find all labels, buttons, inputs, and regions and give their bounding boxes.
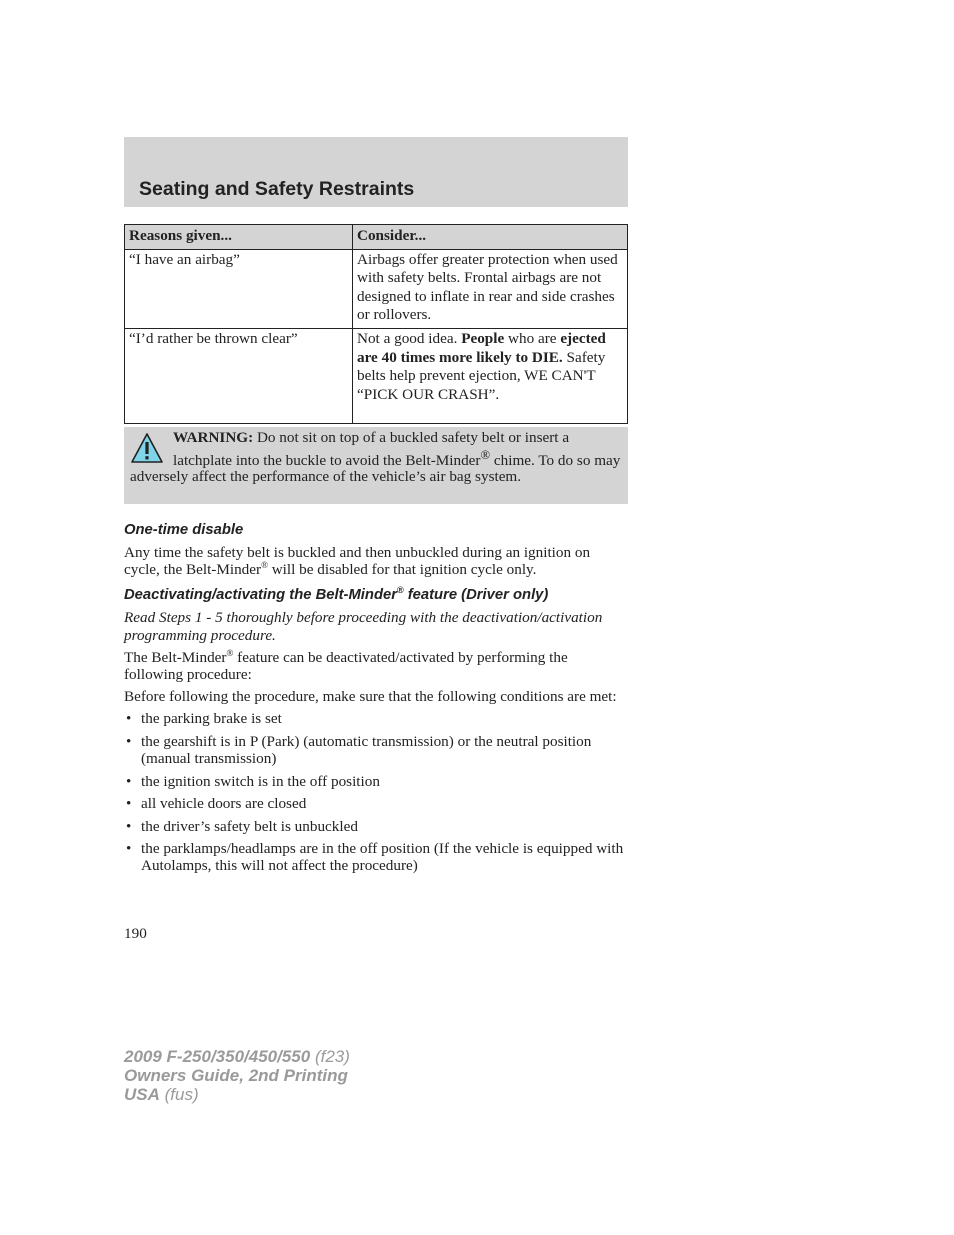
list-item — [124, 773, 628, 790]
list-item-text: the parking brake is set — [141, 710, 282, 728]
consider-cell: Airbags offer greater protection when used with safety belts. Frontal airbags are not designed to inflate in rear and side crashes or rollovers. — [353, 249, 628, 328]
footer-code: (fus) — [159, 1085, 199, 1104]
warning-text: Do not sit on top of a buckled safety belt or insert a latchplate into the buckle to avoid the Belt-Minder — [173, 429, 570, 469]
warning-box — [124, 427, 628, 504]
paragraph-text: will be disabled for that ignition cycle only. — [267, 561, 537, 579]
main-content — [124, 520, 628, 880]
registered-mark: ® — [480, 447, 491, 462]
paragraph-one-time-disable — [124, 544, 628, 578]
warning-text: chime. To do so may adversely affect the performance of the vehicle’s air bag system. — [130, 451, 621, 486]
bullet: • — [126, 840, 132, 858]
bullet: • — [126, 732, 132, 750]
footer-model: 2009 F-250/350/450/550 — [124, 1047, 311, 1066]
list-item — [124, 733, 628, 767]
list-item-text: the parklamps/headlamps are in the off position (If the vehicle is equipped with Autolamps, this will not affect the procedure) — [141, 840, 624, 875]
consider-cell — [353, 328, 628, 423]
column-header-reasons: Reasons given... — [125, 225, 353, 250]
table-row — [125, 249, 628, 328]
heading-text: Deactivating/activating the Belt-Minder — [124, 587, 397, 604]
reason-cell: “I have an airbag” — [125, 249, 353, 328]
paragraph-text: The Belt-Minder — [124, 648, 227, 666]
paragraph-text: Any time the safety belt is buckled and then unbuckled during an ignition on cycle, the Belt-Minder — [124, 544, 591, 579]
list-item — [124, 795, 628, 812]
consider-text: Safety belts help prevent ejection, WE CAN'T “PICK OUR CRASH”. — [357, 348, 606, 403]
registered-mark: ® — [396, 585, 404, 596]
paragraph-conditions-intro: Before following the procedure, make sure that the following conditions are met: — [124, 688, 617, 706]
column-header-consider: Consider... — [353, 225, 628, 250]
conditions-list — [124, 710, 628, 874]
list-item — [124, 710, 628, 727]
warning-label: WARNING: — [173, 429, 254, 446]
footer-code: (f23) — [310, 1047, 350, 1066]
list-item-text: the gearshift is in P (Park) (automatic transmission) or the neutral position (manual transmission) — [141, 732, 592, 768]
consider-text: Not a good idea. — [357, 329, 462, 347]
list-item-text: the driver’s safety belt is unbuckled — [141, 817, 358, 835]
footer-line — [124, 1047, 350, 1066]
section-title: Seating and Safety Restraints — [139, 178, 415, 200]
bullet: • — [126, 795, 132, 813]
table-header-row — [125, 225, 628, 250]
registered-mark: ® — [261, 560, 268, 571]
bullet: • — [126, 772, 132, 790]
consider-emphasis: People — [461, 329, 505, 347]
footer-line — [124, 1085, 350, 1104]
list-item — [124, 818, 628, 835]
list-item-text: all vehicle doors are closed — [141, 795, 307, 813]
footer-imprint — [124, 1047, 350, 1104]
footer-market: USA — [124, 1085, 160, 1104]
footer-edition: Owners Guide, 2nd Printing — [124, 1066, 348, 1085]
footer-line — [124, 1066, 350, 1085]
consider-emphasis: ejected are 40 times more likely to DIE. — [357, 329, 606, 366]
table-row — [125, 328, 628, 423]
bullet: • — [126, 817, 132, 835]
consider-text: who are — [504, 329, 561, 347]
reasons-table — [124, 224, 628, 424]
heading-one-time-disable: One-time disable — [124, 522, 244, 538]
list-item — [124, 840, 628, 874]
paragraph-procedure-intro — [124, 649, 628, 683]
section-header-band — [124, 137, 628, 207]
registered-mark: ® — [226, 647, 234, 658]
bullet: • — [126, 710, 132, 728]
warning-triangle-icon — [130, 432, 164, 464]
paragraph-text: feature can be deactivated/activated by performing the following procedure: — [124, 648, 568, 684]
reason-cell: “I’d rather be thrown clear” — [125, 328, 353, 423]
procedure-note: Read Steps 1 - 5 thoroughly before proceeding with the deactivation/activation programming procedure. — [124, 609, 603, 644]
page-number: 190 — [124, 925, 147, 942]
list-item-text: the ignition switch is in the off position — [141, 772, 380, 790]
heading-text: feature (Driver only) — [403, 587, 549, 604]
heading-deactivating — [124, 585, 628, 605]
